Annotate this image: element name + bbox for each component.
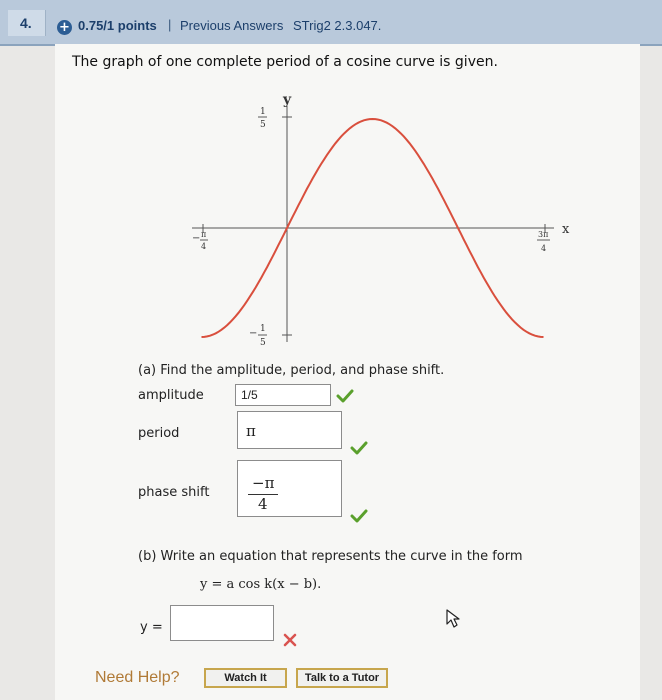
previous-answers-link[interactable]: Previous Answers: [180, 18, 284, 33]
y-axis-label: y: [283, 92, 292, 108]
amplitude-label: amplitude: [138, 388, 204, 403]
phase-shift-input[interactable]: [237, 460, 342, 517]
y-min-sign: −: [249, 328, 258, 339]
watch-it-button[interactable]: Watch It: [204, 668, 287, 688]
expand-plus-icon[interactable]: +: [57, 20, 72, 35]
need-help-label: Need Help?: [95, 669, 180, 686]
question-number: 4.: [8, 10, 46, 36]
equation-form: y = a cos k(x − b).: [200, 577, 322, 592]
x-left-num: π: [201, 230, 207, 239]
y-max-den: 5: [260, 120, 266, 130]
period-correct-check-icon: [350, 441, 368, 455]
phase-shift-correct-check-icon: [350, 509, 368, 523]
x-axis-label: x: [562, 222, 570, 237]
talk-to-tutor-button[interactable]: Talk to a Tutor: [296, 668, 388, 688]
x-left-sign: −: [192, 233, 201, 244]
amplitude-correct-check-icon: [336, 389, 354, 403]
header-separator: |: [168, 17, 172, 32]
y-max-num: 1: [260, 107, 266, 117]
y-equals-label: y =: [140, 620, 163, 635]
period-label: period: [138, 426, 180, 441]
phase-shift-numerator: −π: [252, 474, 275, 492]
period-input[interactable]: π: [237, 411, 342, 449]
y-min-den: 5: [260, 338, 266, 348]
question-text: The graph of one complete period of a cosine curve is given.: [72, 54, 498, 70]
amplitude-input[interactable]: 1/5: [235, 384, 331, 406]
phase-shift-label: phase shift: [138, 485, 210, 500]
x-left-den: 4: [201, 242, 207, 251]
phase-shift-denominator: 4: [258, 495, 268, 513]
points-label: 0.75/1 points: [78, 18, 157, 33]
x-right-den: 4: [541, 244, 547, 253]
y-min-num: 1: [260, 324, 266, 334]
x-right-num: 3π: [538, 230, 549, 239]
problem-source: STrig2 2.3.047.: [293, 18, 382, 33]
equation-input[interactable]: [170, 605, 274, 641]
part-a-title: (a) Find the amplitude, period, and phase shift.: [138, 363, 445, 378]
part-b-title: (b) Write an equation that represents the curve in the form: [138, 549, 523, 564]
wrong-x-icon: [283, 633, 297, 647]
mouse-cursor-icon: [446, 609, 462, 629]
